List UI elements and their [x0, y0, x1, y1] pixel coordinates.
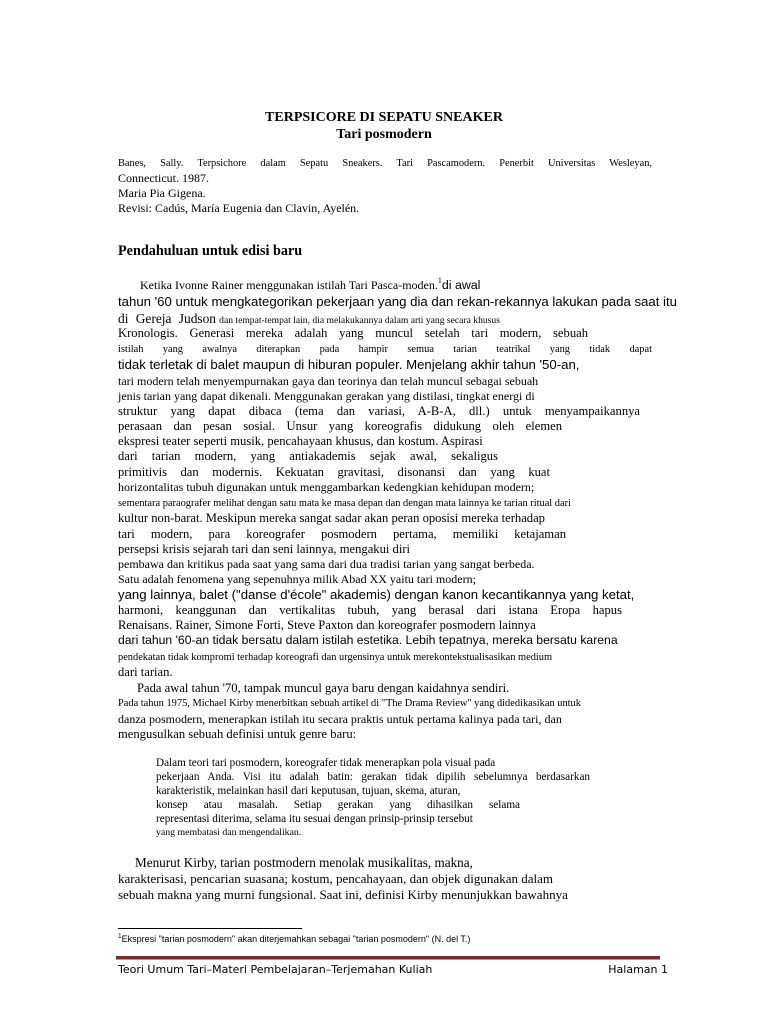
para1-line-1b: di awal — [441, 278, 481, 292]
para1-line-20: Satu adalah fenomena yang sepenuhnya milik Abad XX yaitu tari modern; — [118, 572, 476, 586]
para1-line-7: tari modern telah menyempurnakan gaya dan teorinya dan telah muncul sebagai sebuah — [118, 374, 539, 388]
para2-line-4: mengusulkan sebuah definisi untuk genre baru: — [118, 727, 357, 741]
para1-line-11: ekspresi teater seperti musik, pencahayaan khusus, dan kostum. Aspirasi — [118, 434, 483, 448]
para1-line-14: horizontalitas tubuh digunakan untuk menggambarkan kedengkian kehidupan modern; — [118, 480, 535, 494]
document-subtitle-text: Tari posmodern — [336, 127, 432, 142]
para1-line-16: kultur non-barat. Meskipun mereka sangat sadar akan peran oposisi mereka terhadap — [118, 511, 545, 525]
para1-line-24: dari tahun '60-an tidak bersatu dalam istilah estetika. Lebih tepatnya, mereka bersatu karena — [118, 633, 618, 647]
para1-line-15: sementara paraografer melihat dengan satu mata ke masa depan dan dengan mata lainnya ke tarian ritual dari — [118, 498, 571, 509]
para1-line-5: istilah yang awalnya diterapkan pada hampir semua tarian teatrikal yang tidak dapat — [118, 344, 652, 355]
para2-line-2: Pada tahun 1975, Michael Kirby menerbitkan sebuah artikel di "The Drama Review" yang didedikasikan untuk — [118, 698, 581, 709]
para1-line-22: harmoni, keanggunan dan vertikalitas tubuh, yang berasal dari istana Eropa hapus — [118, 603, 622, 617]
quote-line-5: representasi diterima, selama itu sesuai dengan prinsip-prinsip tersebut — [156, 813, 473, 825]
quote-line-1: Dalam teori tari posmodern, koreografer tidak menerapkan pola visual pada — [156, 757, 496, 769]
para1-line-21: yang lainnya, balet ("danse d'école" akademis) dengan kanon kecantikannya yang ketat, — [118, 587, 635, 602]
quote-line-2: pekerjaan Anda. Visi itu adalah batin: gerakan tidak dipilih sebelumnya berdasarkan — [156, 771, 590, 783]
footnote-separator — [118, 928, 302, 929]
footer-rule-shadow — [116, 959, 660, 960]
para1-line-6: tidak terletak di balet maupun di hiburan populer. Menjelang akhir tahun '50-an, — [118, 357, 580, 372]
section-heading: Pendahuluan untuk edisi baru — [118, 243, 303, 259]
citation-line-1: Banes, Sally. Terpsichore dalam Sepatu Sneakers. Tari Pascamodern. Penerbit Universitas Wesleyan, — [118, 158, 652, 169]
revision-line: Revisi: Cadús, María Eugenia dan Clavin, Ayelén. — [118, 201, 360, 215]
para3-line-2: karakterisasi, pencarian suasana; kostum, pencahayaan, dan objek digunakan dalam — [118, 871, 553, 886]
para1-line-4: Kronologis. Generasi mereka adalah yang muncul setelah tari modern, sebuah — [118, 326, 588, 340]
quote-line-6: yang membatasi dan mengendalikan. — [156, 827, 302, 838]
para2-line-1: Pada awal tahun '70, tampak muncul gaya baru dengan kaidahnya sendiri. — [137, 681, 510, 695]
para1-line-1 — [140, 278, 480, 293]
para1-line-25: pendekatan tidak kompromi terhadap koreografi dan urgensinya untuk merekontekstualisasikan medium — [118, 652, 553, 663]
footnote-text: Ekspresi "tarian posmodern" akan diterjemahkan sebagai "tarian posmodern" (N. del T.) — [121, 934, 471, 944]
para1-line-10: perasaan dan pesan sosial. Unsur yang koreografis didukung oleh elemen — [118, 419, 562, 433]
citation-line-2: Connecticut. 1987. — [118, 171, 209, 185]
quote-line-3: karakteristik, melainkan hasil dari keputusan, tujuan, skema, aturan, — [156, 785, 461, 797]
para1-line-2: tahun '60 untuk mengkategorikan pekerjaan yang dia dan rekan-rekannya lakukan pada saat itu — [118, 294, 677, 309]
para1-line-3b: dan tempat-tempat lain, dia melakukannya dalam arti yang secara khusus — [219, 315, 500, 326]
translator-line: Maria Pia Gigena. — [118, 186, 206, 200]
footnote-ref[interactable]: 1 — [437, 276, 442, 285]
para1-line-23: Renaisans. Rainer, Simone Forti, Steve Paxton dan koreografer posmodern lainnya — [118, 618, 536, 632]
document-subtitle — [0, 127, 768, 143]
para3-line-1: Menurut Kirby, tarian postmodern menolak musikalitas, makna, — [135, 855, 473, 870]
footnote — [118, 934, 470, 944]
para1-line-9: struktur yang dapat dibaca (tema dan variasi, A-B-A, dll.) untuk menyampaikannya — [118, 404, 640, 418]
para1-line-17: tari modern, para koreografer posmodern pertama, memiliki ketajaman — [118, 527, 566, 541]
para1-line-12: dari tarian modern, yang antiakademis sejak awal, sekaligus — [118, 449, 498, 463]
para1-line-26: dari tarian. — [118, 665, 173, 679]
document-title: TERPSICORE DI SEPATU SNEAKER — [265, 110, 503, 125]
para1-line-19: pembawa dan kritikus pada saat yang sama dari dua tradisi tarian yang sangat berbeda. — [118, 557, 535, 571]
para2-line-3: danza posmodern, menerapkan istilah itu secara praktis untuk pertama kalinya pada tari, dan — [118, 712, 562, 726]
para1-line-1a: Ketika Ivonne Rainer menggunakan istilah Tari Pasca-moden. — [140, 278, 438, 292]
page-number: Halaman 1 — [608, 963, 668, 976]
para1-line-13: primitivis dan modernis. Kekuatan gravitasi, disonansi dan yang kuat — [118, 465, 550, 479]
para1-line-18: persepsi krisis sejarah tari dan seni lainnya, mengakui diri — [118, 542, 411, 556]
para3-line-3: sebuah makna yang murni fungsional. Saat ini, definisi Kirby menunjukkan bawahnya — [118, 887, 568, 902]
footnote-mark: 1 — [118, 933, 122, 940]
para1-line-3a: di Gereja Judson — [118, 311, 216, 326]
footer-title: Teori Umum Tari–Materi Pembelajaran–Terjemahan Kuliah — [118, 963, 433, 976]
para1-line-8: jenis tarian yang dapat dikenali. Menggunakan gerakan yang distilasi, tingkat energi di — [118, 389, 535, 403]
quote-line-4: konsep atau masalah. Setiap gerakan yang dihasilkan selama — [156, 799, 520, 811]
